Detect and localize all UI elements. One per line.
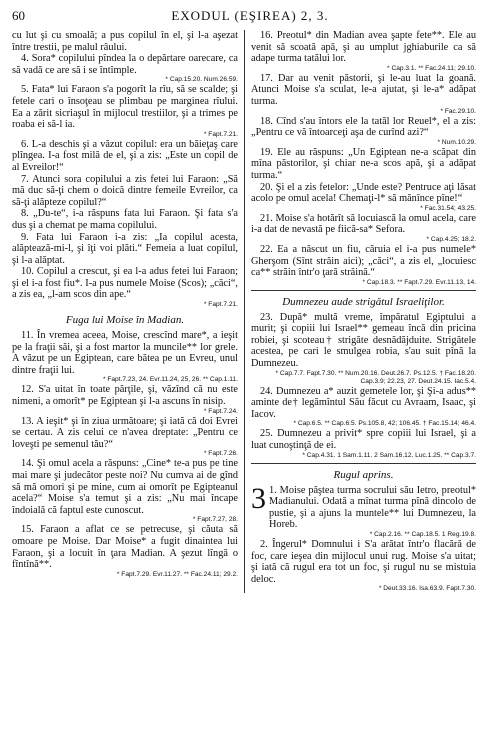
reference-12: * Fapt.7.24. — [203, 407, 238, 415]
verse-continuation: cu lut şi cu smoală; a pus copilul în el, şi l-a aşezat între trestii, pe malul râului. — [12, 30, 238, 53]
chapter-3-reference-2: * Deut.33.16. Isa.63.9. Fapt.7.30. — [378, 585, 476, 593]
reference-16: * Cap.3.1. ** Fac.24.11; 29.10. — [387, 64, 476, 72]
section-divider — [251, 290, 476, 291]
reference-15: * Fapt.7.29. Evr.11.27. ** Fac.24.11; 29.2. — [116, 570, 238, 578]
reference-17: * Fac.29.10. — [440, 107, 476, 115]
chapter-3-verse-1: 1. Moise păştea turma socrului său Ietro, preotul* Madianului. Odată a mînat turma pînă dincolo de pustie, şi a ajuns la muntele** lui Dumnezeu, la Horeb. — [269, 484, 476, 531]
reference-22: * Cap.18.3. ** Fapt.7.29. Evr.11.13, 14. — [362, 278, 476, 286]
verse-17: 17. Dar au venit păstorii, şi le-au luat la goană. Atunci Moise s'a sculat, le-a ajutat, şi le-a* adăpat turma. — [251, 72, 476, 107]
verse-8: 8. „Du-te“, i-a răspuns fata lui Faraon. Şi fata s'a dus şi a chemat pe mama copilului. — [12, 208, 238, 231]
verse-5: 5. Fata* lui Faraon s'a pogorît la rîu, să se scalde; şi fetele cari o însoţeau se plimbau pe marginea rîului. Ea a zărit sicriaşul în mijlocul trestiilor, şi a trimes pe roaba ei să-l ia. — [12, 84, 238, 131]
right-column — [244, 30, 476, 593]
section-divider-2 — [251, 463, 476, 464]
page-number: 60 — [12, 8, 25, 23]
reference-13: * Fapt.7.26. — [203, 450, 238, 458]
verse-12: 12. S'a uitat în toate părţile, şi, văzînd că nu este nimeni, a omorît* pe Egiptean şi l-a ascuns în nisip. — [12, 384, 238, 408]
verse-16: 16. Preotul* din Madian avea şapte fete**. Ele au venit să scoată apă, şi au umplut jghiaburile ca să adape turma tatălui lor. — [251, 30, 476, 65]
verse-21: 21. Moise s'a hotărît să locuiască la omul acela, care i-a dat de nevastă pe fiică-sa* Sefora. — [251, 212, 476, 236]
reference-21: * Cap.4.25; 18.2. — [426, 235, 476, 243]
left-column — [12, 30, 244, 593]
reference-24: * Cap.6.5. ** Cap.6.5. Ps.105.8, 42; 106.45. † Fac.15.14; 46.4. — [293, 420, 476, 428]
verse-4: 4. Sora* copilului pîndea la o depărtare oarecare, ca să vadă ce are să i se întîmple. — [12, 53, 238, 76]
verse-7: 7. Atunci sora copilului a zis fetei lui Faraon: „Să mă duc să-ţi chem o doică dintre femeile Evreilor, ca să-ţi alăpteze copilul?“ — [12, 173, 238, 208]
chapter-3-start — [251, 481, 476, 531]
reference-18: * Num.10.29. — [437, 138, 476, 146]
verse-11: 11. În vremea aceea, Moise, crescînd mare*, a ieşit pe la fraţii săi, şi a fost martor la muncile** lor grele. A văzut pe un Egiptean, care bătea pe un Evreu, unul dintre fraţii lui. — [12, 330, 238, 376]
verse-23: 23. După* multă vreme, împăratul Egiptului a murit; şi copiii lui Israel** gemeau încă din pricina robiei, şi scoteau† strigăte desnădăjduite. Strigătele acestea, pe cari le smulgea robia, s'au suit pînă la Dumnezeu. — [251, 311, 476, 370]
verse-14: 14. Şi omul acela a răspuns: „Cine* te-a pus pe tine mai mare şi judecător peste noi? Nu cumva ai de gînd să mă omori şi pe mine, cum ai omorît pe Egipteanul acela?“ Moise s'a temut şi a zis: „Nu mai încape îndoială că faptul este cunoscut. — [12, 458, 238, 516]
chapter-3-reference-1: * Cap.2.16. ** Cap.18.5. 1 Reg.19.8. — [369, 531, 476, 538]
reference-10: * Fapt.7.21. — [203, 301, 238, 309]
text-columns — [12, 30, 488, 593]
section-title-flight: Fuga lui Moise în Madian. — [65, 314, 185, 327]
verse-6: 6. L-a deschis şi a văzut copilul: era un băieţaş care plîngea. I-a fost milă de el, şi a zis: „Este un copil de al Evreilor!“ — [12, 138, 238, 173]
verse-10: 10. Copilul a crescut, şi ea l-a adus fetei lui Faraon; şi el i-a fost fiu*. I-a pus numele Moise (Scos); „căci“, a zis ea, „l-am scos din ape.“ — [12, 266, 238, 301]
verse-19: 19. Ele au răspuns: „Un Egiptean ne-a scăpat din mîna păstorilor, şi chiar ne-a scos apă, şi a adăpat turma.“ — [251, 146, 476, 181]
verse-18: 18. Cînd s'au întors ele la tatăl lor Reuel*, el a zis: „Pentru ce vă întoarceţi aşa de curînd azi?“ — [251, 115, 476, 139]
reference-20: * Fac.31.54; 43.25. — [420, 204, 476, 212]
running-title: EXODUL (EŞIREA) 2, 3. — [171, 8, 329, 23]
page-header — [12, 8, 488, 28]
section-title-burning-bush: Rugul aprins. — [333, 468, 394, 481]
chapter-number-dropcap: 3 — [251, 481, 266, 515]
verse-15: 15. Faraon a aflat ce se petrecuse, şi căuta să omoare pe Moise. Dar Moise* a fugit dinaintea lui Faraon, şi a locuit în ţara Madian. A şezut lîngă o fîntînă**. — [12, 524, 238, 571]
verse-9: 9. Fata lui Faraon i-a zis: „Ia copilul acesta, alăptează-mi-l, şi îţi voi plăti.“ Femeia a luat copilul, şi l-a alăptat. — [12, 231, 238, 266]
reference-5: * Fapt.7.21. — [203, 130, 238, 138]
verse-22: 22. Ea a născut un fiu, căruia el i-a pus numele* Gherşom (Sînt străin aici); „căci“, a zis el, „locuiesc ca** străin într'o ţară străină.“ — [251, 243, 476, 279]
reference-4: * Cap.15.20. Num.26.59. — [165, 76, 238, 84]
section-title-cry: Dumnezeu aude strigătul Israeliţilor. — [282, 295, 445, 308]
chapter-3-verse-2: 2. Îngerul* Domnului i S'a arătat într'o flacără de foc, care ieşea din mijlocul unui rug. Moise s'a uitat; şi iată că rugul era tot un foc, şi rugul nu se mistuia deloc. — [251, 539, 476, 585]
reference-25: * Cap.4.31. 1 Sam.1.11. 2 Sam.16.12. Luc.1.25. ** Cap.3.7. — [302, 451, 476, 459]
verse-25: 25. Dumnezeu a privit* spre copiii lui Israel, şi a luat cunoştinţă de ei. — [251, 428, 476, 452]
reference-11: * Fapt.7.23, 24. Evr.11.24, 25, 26. ** Cap.1.11. — [102, 376, 238, 384]
reference-23: * Cap.7.7. Fapt.7.30. ** Num.20.16. Deut.26.7. Ps.12.5. † Fac.18.20. Cap.3.9; 22.23, 27. Deut.24.15. Iac.5.4. — [275, 369, 476, 385]
verse-24: 24. Dumnezeu a* auzit gemetele lor, şi Şi-a adus** aminte de† legămîntul Său făcut cu Avraam, Isaac, şi Iacov. — [251, 385, 476, 420]
verse-20: 20. Şi el a zis fetelor: „Unde este? Pentruce aţi lăsat acolo pe omul acela! Chemaţi-l* să mănînce pîne!“ — [251, 181, 476, 205]
reference-14: * Fapt.7.27, 28. — [192, 516, 238, 524]
verse-13: 13. A ieşit* şi în ziua următoare; şi iată că doi Evrei se certau. A zis celui ce n'avea dreptate: „Pentru ce loveşti pe semenul tău?“ — [12, 415, 238, 450]
